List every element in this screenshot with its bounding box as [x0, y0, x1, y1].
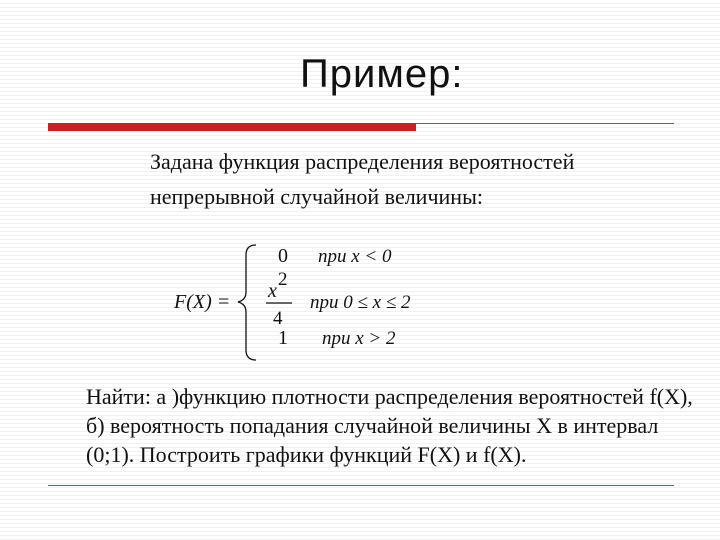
piecewise-formula — [170, 240, 470, 366]
case3-condition: при x > 2 — [322, 328, 396, 349]
bottom-divider-line — [48, 485, 674, 486]
case1-value: 0 — [278, 245, 288, 267]
task-text: Найти: а )функцию плотности распределения вероятностей f(X), б) вероятность попадания случайной величины X в интервал (0;1). Построить графики функций F(X) и f(X). — [86, 384, 693, 467]
case1-condition: при x < 0 — [318, 246, 392, 267]
formula-lhs: F(X) = — [174, 291, 231, 313]
intro-line-2: непрерывной случайной величины: — [150, 184, 483, 209]
formula-svg — [170, 240, 470, 366]
title-accent-bar — [48, 123, 416, 131]
case2-numerator-exponent: 2 — [278, 269, 288, 290]
slide-title: Пример: — [300, 52, 464, 96]
case2-denominator: 4 — [273, 308, 283, 329]
case3-value: 1 — [278, 327, 288, 349]
title-divider-line — [416, 123, 674, 124]
intro-line-1: Задана функция распределения вероятностей — [150, 149, 575, 174]
formula-brace — [238, 245, 256, 360]
intro-text — [150, 144, 670, 214]
case2-condition: при 0 ≤ x ≤ 2 — [310, 292, 411, 313]
case2-numerator-base: x — [268, 280, 277, 302]
